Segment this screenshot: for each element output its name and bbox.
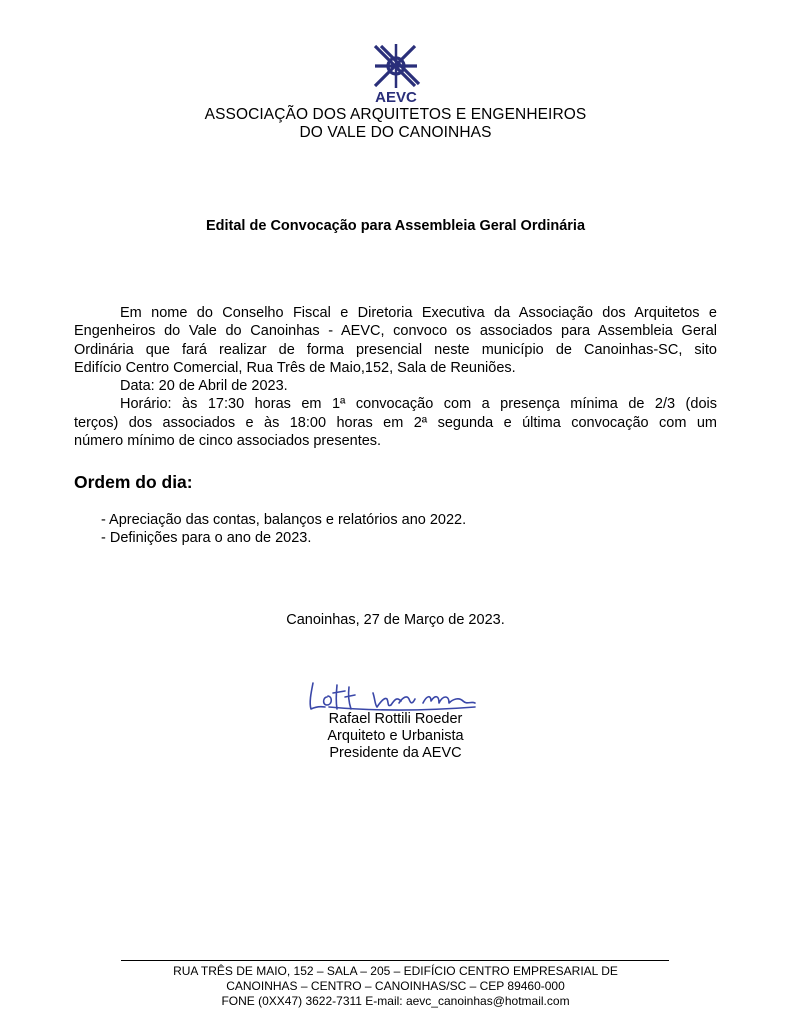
text-line: Ordinária que fará realizar de forma presencial neste município de Canoinhas-SC, sito: [74, 341, 717, 358]
agenda-item: - Apreciação das contas, balanços e relatórios ano 2022.: [101, 512, 467, 528]
agenda-heading: Ordem do dia:: [74, 472, 193, 492]
org-name-line-2: DO VALE DO CANOINHAS: [299, 124, 492, 141]
signatory-name: Rafael Rottili Roeder: [328, 711, 463, 727]
agenda-item: - Definições para o ano de 2023.: [101, 530, 312, 546]
footer-address-line-2: CANOINHAS – CENTRO – CANOINHAS/SC – CEP 89460-000: [226, 979, 565, 993]
signatory-role: Presidente da AEVC: [329, 745, 462, 761]
footer-address-line-1: RUA TRÊS DE MAIO, 152 – SALA – 205 – EDIFÍCIO CENTRO EMPRESARIAL DE: [173, 964, 618, 978]
text-line: número mínimo de cinco associados presentes.: [74, 433, 382, 450]
logo-text: AEVC: [375, 89, 417, 104]
text-line: Engenheiros do Vale do Canoinhas - AEVC, convoco os associados para Assembleia Geral: [74, 323, 717, 340]
intro-paragraph: [74, 304, 717, 450]
document-title: Edital de Convocação para Assembleia Geral Ordinária: [205, 218, 586, 234]
footer-contact: FONE (0XX47) 3622-7311 E-mail: aevc_canoinhas@hotmail.com: [221, 994, 570, 1008]
place-date: Canoinhas, 27 de Março de 2023.: [286, 612, 505, 628]
text-line: Edifício Centro Comercial, Rua Três de Maio,152, Sala de Reuniões.: [74, 359, 516, 376]
text-line: terços) dos associados e às 18:00 horas em 2ª segunda e última convocação com um: [74, 414, 717, 431]
meeting-date: Data: 20 de Abril de 2023.: [120, 378, 288, 395]
footer-divider: [121, 960, 669, 961]
aevc-logo: [369, 42, 423, 104]
signatory-profession: Arquiteto e Urbanista: [327, 728, 464, 744]
text-line: Horário: às 17:30 horas em 1ª convocação com a presença mínima de 2/3 (dois: [120, 396, 717, 413]
text-line: Em nome do Conselho Fiscal e Diretoria Executiva da Associação dos Arquitetos e: [120, 305, 717, 321]
org-name-line-1: ASSOCIAÇÃO DOS ARQUITETOS E ENGENHEIROS: [204, 106, 587, 123]
